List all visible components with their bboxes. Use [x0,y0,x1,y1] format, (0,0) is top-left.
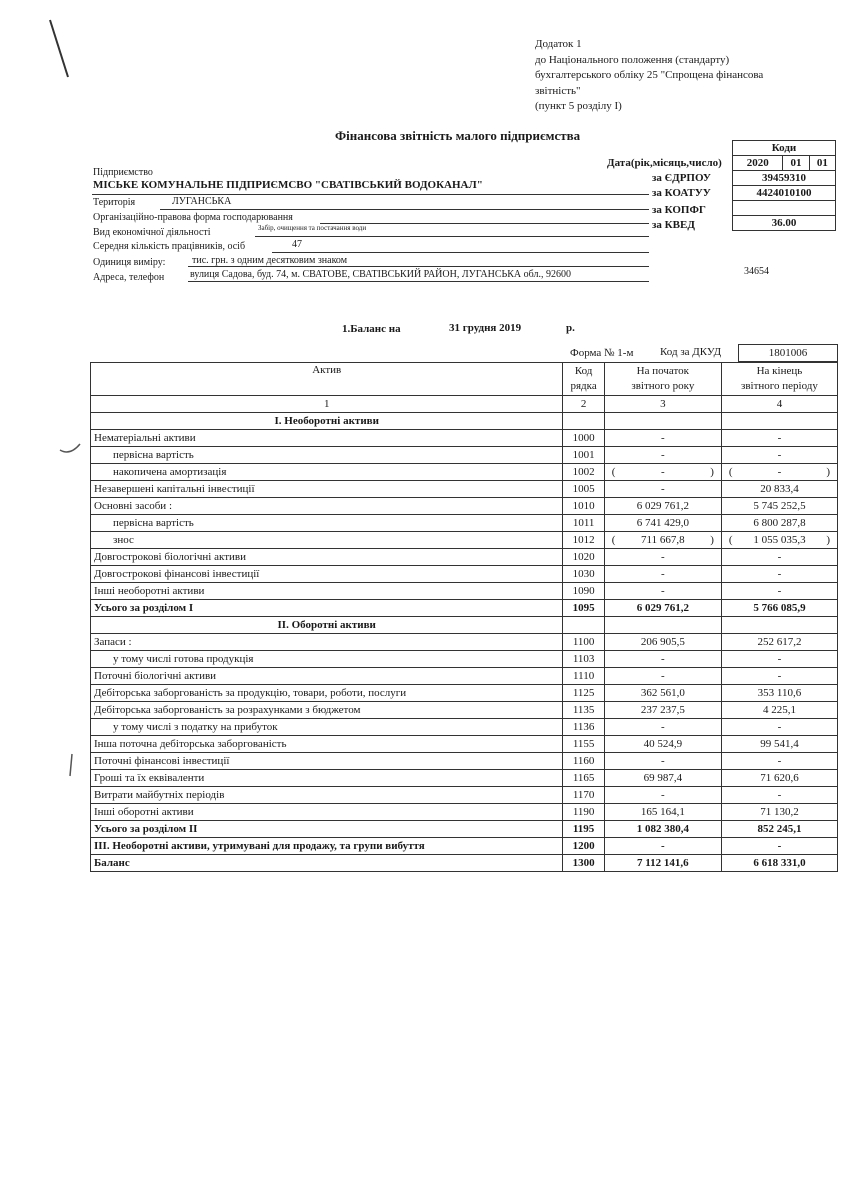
row-start: - [604,753,721,770]
row-end: 852 245,1 [721,821,837,838]
pen-mark [40,15,80,85]
header-end-line: На кінець [756,365,803,377]
row-start: 6 029 761,2 [604,600,721,617]
header-start-line: На початок [636,365,689,377]
row-start [604,413,721,430]
row-name: первісна вартість [91,447,563,464]
row-name: Незавершені капітальні інвестиції [91,481,563,498]
row-code: 1090 [563,583,604,600]
row-start: - [604,838,721,855]
pen-mark [55,430,85,460]
row-code: 1001 [563,447,604,464]
header-end-line: звітного періоду [741,380,818,392]
row-start: 237 237,5 [604,702,721,719]
row-start: - [604,583,721,600]
row-name: II. Оборотні активи [91,617,563,634]
cell-value: 711 667,8 [641,533,685,546]
row-name: у тому числі готова продукція [91,651,563,668]
row-end: 252 617,2 [721,634,837,651]
table-row [91,838,838,855]
row-name: Довгострокові біологічні активи [91,549,563,566]
row-end: 5 745 252,5 [721,498,837,515]
table-row [91,413,838,430]
row-code: 1170 [563,787,604,804]
table-row [91,787,838,804]
row-code: 1136 [563,719,604,736]
row-code: 1165 [563,770,604,787]
row-code: 1103 [563,651,604,668]
kopfg-label: за КОПФГ [652,204,706,216]
date-year: 2020 [733,156,783,171]
table-row [91,464,838,481]
date-day: 01 [809,156,835,171]
cell-value: - [777,465,782,478]
row-end: ( - ) [721,464,837,481]
balance-heading: 1.Баланс на [342,323,401,335]
appendix-line: Додаток 1 [535,38,582,50]
page-title: Фінансова звітність малого підприємства [335,128,581,143]
row-start: 362 561,0 [604,685,721,702]
edrpou-value: 39459310 [733,171,836,186]
dkud-label: Код за ДКУД [660,346,722,358]
row-end: - [721,668,837,685]
table-row [91,515,838,532]
row-end: - [721,430,837,447]
address-value: вулиця Садова, буд. 74, м. СВАТОВЕ, СВАТІВСЬКИЙ РАЙОН, ЛУГАНСЬКА обл., 92600 [190,269,571,280]
row-name: I. Необоротні активи [91,413,563,430]
row-start: - [604,430,721,447]
row-end: ( 1 055 035,3 ) [721,532,837,549]
table-row [91,498,838,515]
dkud-code: 1801006 [738,344,838,362]
row-name: Дебіторська заборгованість за продукцію, товари, роботи, послуги [91,685,563,702]
row-start: ( - ) [604,464,721,481]
row-name: Витрати майбутніх періодів [91,787,563,804]
row-start: - [604,651,721,668]
row-start: 6 741 429,0 [604,515,721,532]
row-code [563,413,604,430]
staff-value: 47 [292,239,302,250]
row-end: 71 130,2 [721,804,837,821]
header-end [721,363,837,396]
row-name: III. Необоротні активи, утримувані для продажу, та групи вибуття [91,838,563,855]
row-end: 71 620,6 [721,770,837,787]
header-start-line: звітного року [631,380,695,392]
row-start: 7 112 141,6 [604,855,721,872]
activity-label: Вид економічної діяльності [93,227,211,238]
column-numbers [91,396,838,413]
row-code: 1135 [563,702,604,719]
date-label: Дата(рік,місяць,число) [607,157,722,169]
row-start: - [604,787,721,804]
row-name: Нематеріальні активи [91,430,563,447]
address-label: Адреса, телефон [93,272,165,283]
row-code: 1011 [563,515,604,532]
table-row [91,447,838,464]
row-code: 1030 [563,566,604,583]
row-start: ( 711 667,8 ) [604,532,721,549]
header-code-line: Код [574,365,593,377]
row-name: Усього за розділом II [91,821,563,838]
row-code: 1002 [563,464,604,481]
row-code: 1005 [563,481,604,498]
row-name: у тому числі з податку на прибуток [91,719,563,736]
appendix-line: звітність" [535,84,581,97]
row-end: - [721,549,837,566]
header-code [563,363,604,396]
row-end: - [721,651,837,668]
row-code: 1155 [563,736,604,753]
row-start: - [604,719,721,736]
row-name: Поточні фінансові інвестиції [91,753,563,770]
column-number: 2 [563,396,604,413]
row-name: Поточні біологічні активи [91,668,563,685]
table-row [91,770,838,787]
row-end: - [721,583,837,600]
row-code: 1125 [563,685,604,702]
staff-label: Середня кількість працівників, осіб [93,241,246,252]
balance-table [90,362,838,872]
row-code: 1200 [563,838,604,855]
row-name: Довгострокові фінансові інвестиції [91,566,563,583]
row-end: 20 833,4 [721,481,837,498]
cell-value: - [661,465,665,478]
table-row [91,617,838,634]
row-name: Гроші та їх еквіваленти [91,770,563,787]
header-asset: Актив [91,363,563,396]
appendix-line: до Національного положення (стандарту) [535,53,730,66]
table-row [91,549,838,566]
row-end: 6 800 287,8 [721,515,837,532]
row-name: Основні засоби : [91,498,563,515]
row-start: - [604,447,721,464]
row-start [604,617,721,634]
table-row [91,481,838,498]
activity-value: Забір, очищення та постачання води [258,224,367,232]
row-start: 40 524,9 [604,736,721,753]
table-row [91,855,838,872]
row-start: 69 987,4 [604,770,721,787]
row-end: - [721,719,837,736]
row-name: знос [91,532,563,549]
row-end: - [721,447,837,464]
row-start: - [604,668,721,685]
row-name: Інша поточна дебіторська заборгованість [91,736,563,753]
balance-date-suffix: р. [566,322,575,334]
row-code: 1190 [563,804,604,821]
row-code: 1195 [563,821,604,838]
kopfg-value [733,201,836,216]
table-row [91,583,838,600]
cell-value: 1 055 035,3 [753,533,806,546]
enterprise-label: Підприємство [93,167,153,178]
column-number: 4 [721,396,837,413]
row-end: - [721,566,837,583]
legal-form-label: Організаційно-правова форма господарювання [93,212,293,223]
codes-table [732,140,836,231]
row-end: 6 618 331,0 [721,855,837,872]
balance-date: 31 грудня 2019 [449,322,522,334]
table-row [91,736,838,753]
header-start [604,363,721,396]
row-start: 165 164,1 [604,804,721,821]
territory-value: ЛУГАНСЬКА [172,196,232,207]
unit-label: Одиниця виміру: [93,257,166,268]
table-row [91,719,838,736]
row-end: 353 110,6 [721,685,837,702]
row-code [563,617,604,634]
row-start: 206 905,5 [604,634,721,651]
row-end: - [721,838,837,855]
table-row [91,685,838,702]
koatuu-label: за КОАТУУ [652,187,711,199]
row-end: 4 225,1 [721,702,837,719]
row-start: - [604,481,721,498]
header-code-line: рядка [570,380,597,392]
table-row [91,702,838,719]
row-end [721,617,837,634]
kved-label: за КВЕД [652,219,695,231]
row-end [721,413,837,430]
table-row [91,804,838,821]
table-row [91,651,838,668]
row-end: 5 766 085,9 [721,600,837,617]
row-name: Інші необоротні активи [91,583,563,600]
table-row [91,566,838,583]
codes-header: Коди [733,141,836,156]
table-row [91,668,838,685]
enterprise-name: МІСЬКЕ КОМУНАЛЬНЕ ПІДПРИЄМСВО "СВАТІВСЬКИЙ ВОДОКАНАЛ" [93,179,483,191]
row-start: 6 029 761,2 [604,498,721,515]
row-code: 1000 [563,430,604,447]
pen-mark [60,750,80,780]
row-code: 1095 [563,600,604,617]
appendix-line: бухгалтерського обліку 25 "Спрощена фінансова [535,69,764,81]
row-start: 1 082 380,4 [604,821,721,838]
appendix-line: (пункт 5 розділу I) [535,100,622,112]
row-name: Інші оборотні активи [91,804,563,821]
row-name: накопичена амортизація [91,464,563,481]
table-row [91,532,838,549]
table-row [91,600,838,617]
unit-value: тис. грн. з одним десятковим знаком [192,255,348,266]
row-name: первісна вартість [91,515,563,532]
column-number: 1 [91,396,563,413]
row-code: 1012 [563,532,604,549]
koatuu-value: 4424010100 [733,186,836,201]
territory-label: Територія [93,197,136,208]
table-row [91,430,838,447]
row-name: Баланс [91,855,563,872]
row-start: - [604,549,721,566]
table-row [91,634,838,651]
phone-value: 34654 [744,266,769,277]
edrpou-label: за ЄДРПОУ [652,172,711,184]
row-code: 1110 [563,668,604,685]
row-name: Дебіторська заборгованість за розрахунками з бюджетом [91,702,563,719]
appendix-note [535,37,763,115]
form-number: Форма № 1-м [570,347,634,359]
row-name: Усього за розділом I [91,600,563,617]
column-number: 3 [604,396,721,413]
row-start: - [604,566,721,583]
row-name: Запаси : [91,634,563,651]
row-code: 1020 [563,549,604,566]
row-code: 1100 [563,634,604,651]
row-code: 1010 [563,498,604,515]
row-end: - [721,787,837,804]
row-code: 1300 [563,855,604,872]
row-end: 99 541,4 [721,736,837,753]
table-header [91,363,838,396]
table-row [91,753,838,770]
row-end: - [721,753,837,770]
kved-value: 36.00 [733,216,836,231]
date-month: 01 [783,156,809,171]
row-code: 1160 [563,753,604,770]
table-row [91,821,838,838]
